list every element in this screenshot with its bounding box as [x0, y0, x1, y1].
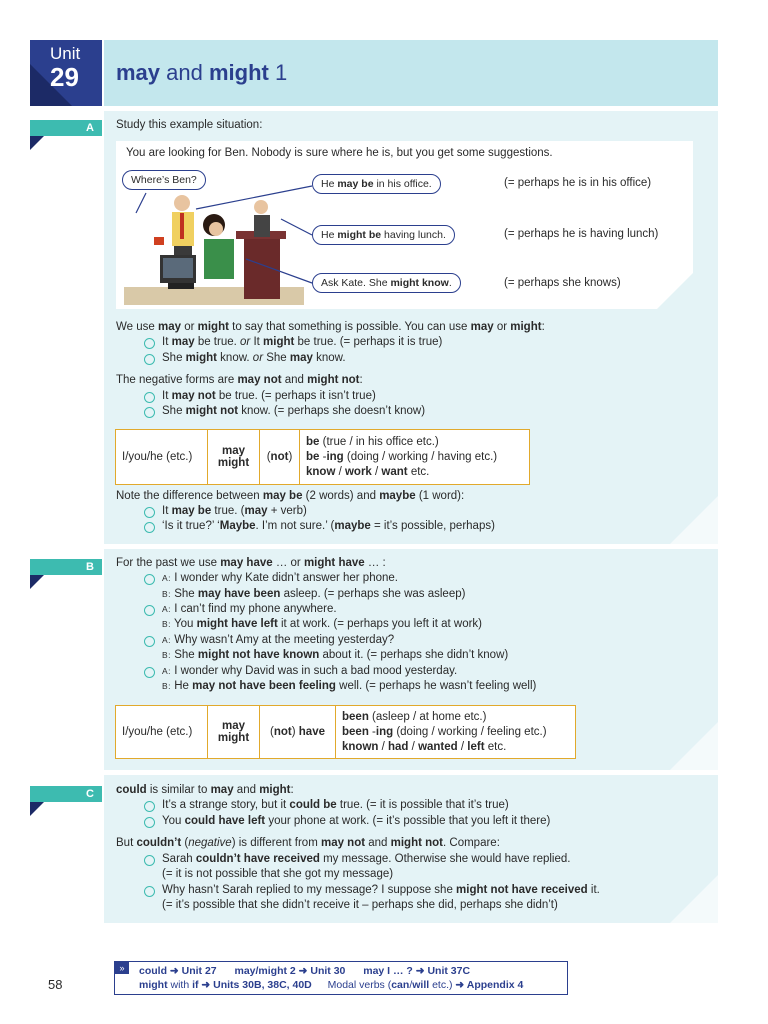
example-c3: Sarah couldn’t have received my message. Otherwise she would have replied.: [140, 853, 570, 865]
example-c3-gloss: (= it is not possible that she got my message): [162, 868, 394, 880]
speech-bubble-1: He may be in his office.: [312, 174, 441, 194]
cross-reference-box: [114, 961, 568, 995]
reference-line-2: might with if ➜ Units 30B, 38C, 40D Modal verbs (can/will etc.) ➜ Appendix 4: [139, 979, 524, 991]
unit-number: 29: [50, 62, 79, 92]
speech-bubble-3: Ask Kate. She might know.: [312, 273, 461, 293]
speech-bubble-2: He might be having lunch.: [312, 225, 455, 245]
table-b-negation: (not) have: [260, 706, 336, 759]
ref-link-unit-30[interactable]: may/might 2 ➜ Unit 30: [234, 965, 346, 977]
dialogue-3-b: B: She might not have known about it. (= perhaps she didn’t know): [162, 649, 509, 661]
dialogue-4-a: A: I wonder why David was in such a bad mood yesterday.: [140, 665, 457, 677]
table-subject: I/you/he (etc.): [116, 430, 208, 485]
grammar-table-a: [115, 429, 530, 485]
dialogue-1-a: A: I wonder why Kate didn’t answer her phone.: [140, 572, 398, 584]
page-title: may and might 1: [116, 60, 288, 85]
note-line: Note the difference between may be (2 words) and maybe (1 word):: [116, 490, 465, 502]
table-negation: (not): [260, 430, 300, 485]
unit-badge: [30, 40, 102, 106]
example-c4: Why hasn’t Sarah replied to my message? I suppose she might not have received it.: [140, 884, 600, 896]
example-c2: You could have left your phone at work. (= it’s possible that you left it there): [140, 815, 550, 827]
example-a3: It may not be true. (= perhaps it isn’t true): [140, 390, 376, 402]
example-a5: It may be true. (may + verb): [140, 505, 307, 517]
but-line: But couldn’t (negative) is different from may not and might not. Compare:: [116, 837, 500, 849]
section-c-tab: C: [30, 786, 102, 802]
reference-marker-icon: »: [115, 962, 129, 974]
question-bubble: Where’s Ben?: [122, 170, 206, 190]
dialogue-1-b: B: She may have been asleep. (= perhaps she was asleep): [162, 588, 466, 600]
table-b-modals: may might: [208, 706, 260, 759]
table-modals: may might: [208, 430, 260, 485]
use-line: We use may or might to say that something is possible. You can use may or might:: [116, 321, 545, 333]
ref-link-appendix-4[interactable]: ➜ Appendix 4: [455, 979, 524, 991]
negative-line: The negative forms are may not and might not:: [116, 374, 363, 386]
section-b-tab: B: [30, 559, 102, 575]
example-c1: It’s a strange story, but it could be true. (= it is possible that it’s true): [140, 799, 509, 811]
table-b-verb-forms: been (asleep / at home etc.) been -ing (doing / working / feeling etc.) known / had / wanted / left etc.: [336, 706, 576, 759]
example-a1: It may be true. or It might be true. (= perhaps it is true): [140, 336, 442, 348]
gloss-2: (= perhaps he is having lunch): [504, 228, 659, 240]
situation-text: You are looking for Ben. Nobody is sure where he is, but you get some suggestions.: [126, 147, 553, 159]
dialogue-2-a: A: I can’t find my phone anywhere.: [140, 603, 337, 615]
page-number: 58: [48, 977, 63, 992]
example-c4-gloss: (= it’s possible that she didn’t receive it – perhaps she did, perhaps she didn’t): [162, 899, 558, 911]
section-c-intro: could is similar to may and might:: [116, 784, 294, 796]
dialogue-2-b: B: You might have left it at work. (= perhaps you left it at work): [162, 618, 483, 630]
section-a-tab: A: [30, 120, 102, 136]
table-b-subject: I/you/he (etc.): [116, 706, 208, 759]
table-verb-forms: be (true / in his office etc.) be -ing (doing / working / having etc.) know / work / want etc.: [300, 430, 530, 485]
ref-link-unit-37c[interactable]: may I … ? ➜ Unit 37C: [363, 965, 471, 977]
example-a4: She might not know. (= perhaps she doesn’t know): [140, 405, 425, 417]
example-a2: She might know. or She may know.: [140, 352, 346, 364]
grammar-table-b: [115, 705, 576, 759]
title-bar: [104, 40, 718, 106]
section-b-intro: For the past we use may have … or might have … :: [116, 557, 386, 569]
ref-link-unit-27[interactable]: could ➜ Unit 27: [139, 965, 217, 977]
unit-label: Unit: [50, 44, 81, 63]
reference-line-1: [139, 965, 470, 977]
section-a-intro: Study this example situation:: [116, 119, 263, 131]
ref-link-units-30b[interactable]: if ➜ Units 30B, 38C, 40D: [192, 979, 312, 991]
example-a6: ‘Is it true?’ ‘Maybe. I’m not sure.’ (maybe = it’s possible, perhaps): [140, 520, 495, 532]
gloss-3: (= perhaps she knows): [504, 277, 621, 289]
dialogue-3-a: A: Why wasn’t Amy at the meeting yesterday?: [140, 634, 394, 646]
dialogue-4-b: B: He may not have been feeling well. (= perhaps he wasn’t feeling well): [162, 680, 537, 692]
situation-panel: [116, 141, 693, 309]
gloss-1: (= perhaps he is in his office): [504, 177, 652, 189]
